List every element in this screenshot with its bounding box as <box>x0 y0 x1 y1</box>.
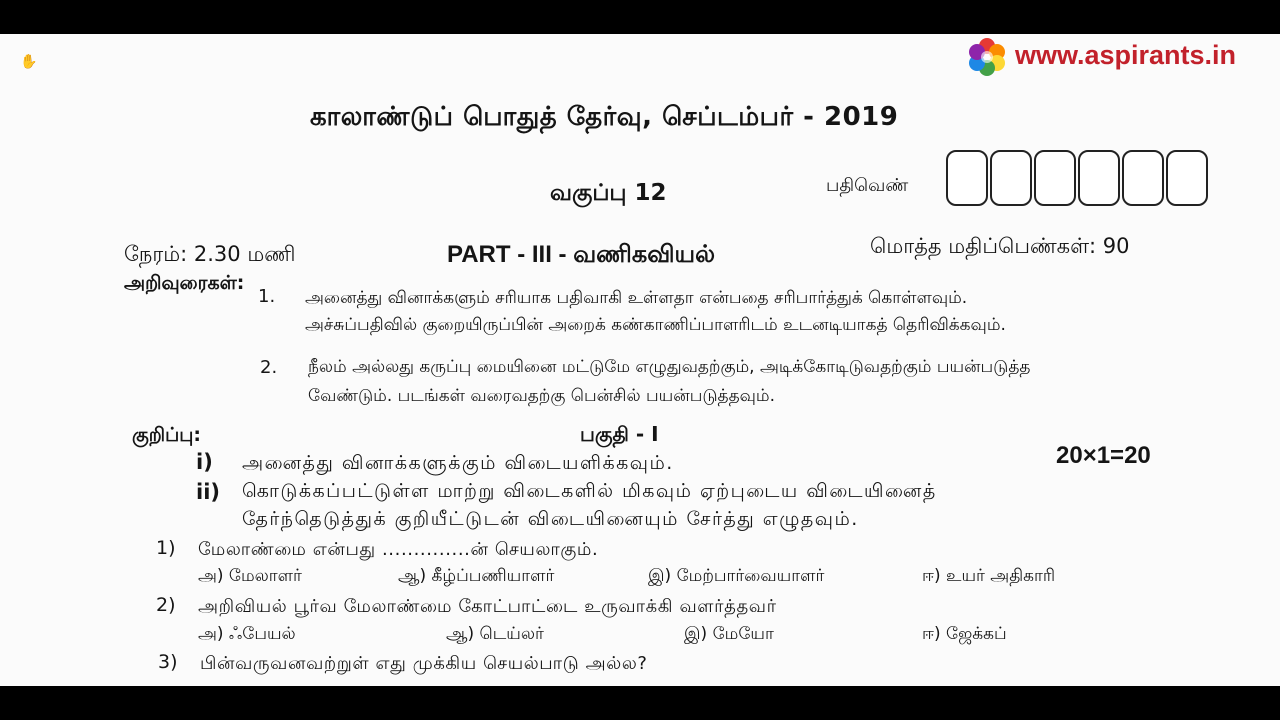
exam-title: காலாண்டுப் பொதுத் தேர்வு, செப்டம்பர் - 2019 <box>310 102 899 132</box>
instruction-number: 1. <box>258 286 276 307</box>
instruction-line: வேண்டும். படங்கள் வரைவதற்கு பென்சில் பயன்படுத்தவும். <box>308 386 776 406</box>
class-label: வகுப்பு 12 <box>550 180 667 206</box>
register-box <box>1078 150 1120 206</box>
register-box <box>1034 150 1076 206</box>
instruction-line: அனைத்து வினாக்களும் சரியாக பதிவாகி உள்ளதா என்பதை சரிபார்த்துக் கொள்ளவும். <box>305 288 968 308</box>
question-number: 1) <box>156 537 176 559</box>
option-b: ஆ) கீழ்ப்பணியாளர் <box>398 566 555 586</box>
register-box <box>990 150 1032 206</box>
register-box <box>1166 150 1208 206</box>
option-d: ஈ) உயர் அதிகாரி <box>922 566 1056 586</box>
note-label: குறிப்பு: <box>132 424 201 446</box>
instructions-label: அறிவுரைகள்: <box>124 272 245 294</box>
option-c: இ) மேற்பார்வையாளர் <box>648 566 825 586</box>
instruction-number: 2. <box>260 357 278 378</box>
total-marks: மொத்த மதிப்பெண்கள்: 90 <box>870 234 1130 258</box>
question-number: 2) <box>156 594 176 616</box>
website-url[interactable]: www.aspirants.in <box>1015 40 1237 70</box>
exam-paper <box>0 34 1280 686</box>
instruction-line: அச்சுப்பதிவில் குறையிருப்பின் அறைக் கண்காணிப்பாளரிடம் உடனடியாகத் தெரிவிக்கவும். <box>305 315 1006 335</box>
question-text: மேலாண்மை என்பது ..............ன் செயலாகும். <box>198 539 599 560</box>
register-box <box>1122 150 1164 206</box>
hand-cursor-icon: ✋ <box>20 54 38 70</box>
instruction-line: நீலம் அல்லது கருப்பு மையினை மட்டுமே எழுதுவதற்கும், அடிக்கோடிடுவதற்கும் பயன்படுத்த <box>308 357 1031 377</box>
exam-time: நேரம்: 2.30 மணி <box>124 242 296 266</box>
option-d: ஈ) ஜேக்கப் <box>922 624 1007 644</box>
sub-instruction-line: தேர்ந்தெடுத்துக் குறியீட்டுடன் விடையினையும் சேர்த்து எழுதவும். <box>242 508 859 530</box>
option-a: அ) ஃபேயல் <box>198 624 296 644</box>
register-number-label: பதிவெண் <box>826 175 909 196</box>
sub-instruction-line: கொடுக்கப்பட்டுள்ள மாற்று விடைகளில் மிகவும் ஏற்புடைய விடையினைத் <box>242 480 937 502</box>
sub-instruction-line: அனைத்து வினாக்களுக்கும் விடையளிக்கவும். <box>242 452 674 474</box>
register-number-boxes <box>946 150 1210 206</box>
question-text: அறிவியல் பூர்வ மேலாண்மை கோட்பாட்டை உருவாக்கி வளர்த்தவர் <box>198 596 777 617</box>
part-subject: PART - III - வணிகவியல் <box>447 241 716 268</box>
option-c: இ) மேயோ <box>684 624 774 644</box>
option-b: ஆ) டெய்லர் <box>446 624 544 644</box>
question-text: பின்வருவனவற்றுள் எது முக்கிய செயல்பாடு அல்ல? <box>200 653 648 674</box>
sub-instruction-number: i) <box>196 450 213 474</box>
question-number: 3) <box>158 651 178 673</box>
section-score: 20×1=20 <box>1056 442 1151 469</box>
sub-instruction-number: ii) <box>196 480 220 504</box>
section-title: பகுதி - I <box>580 422 659 446</box>
aspirants-logo-icon <box>966 36 1008 78</box>
option-a: அ) மேலாளர் <box>198 566 302 586</box>
register-box <box>946 150 988 206</box>
